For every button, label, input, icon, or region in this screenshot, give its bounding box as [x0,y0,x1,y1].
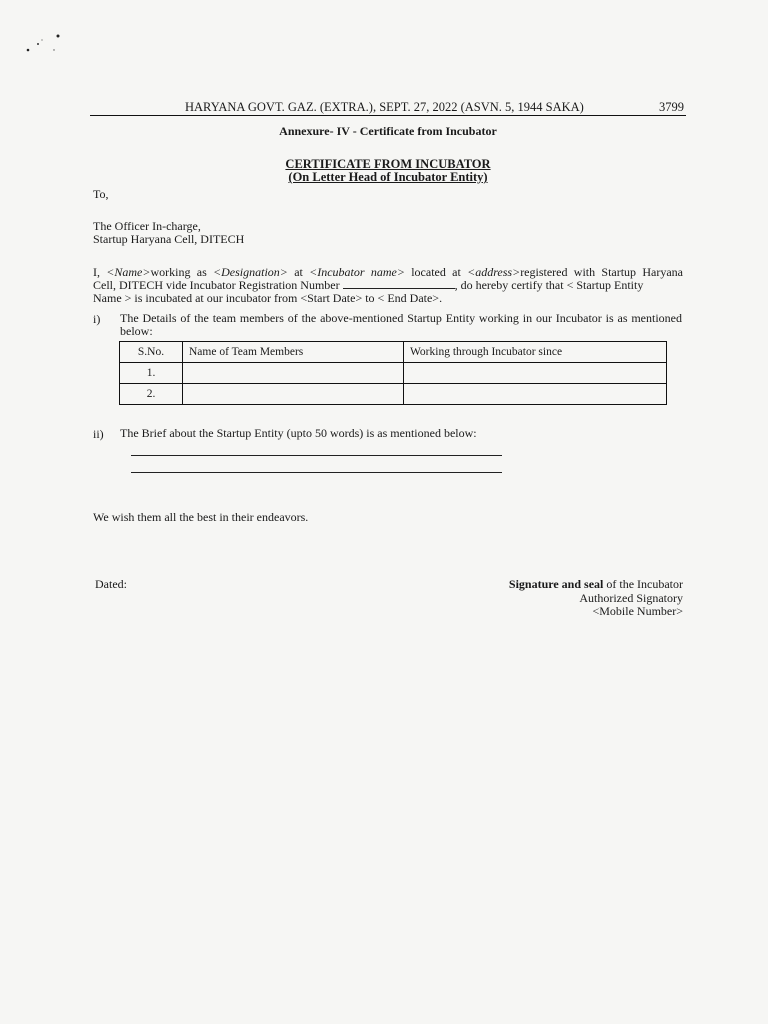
writing-line-1 [131,455,502,456]
addressee-line-1: The Officer In-charge, [93,219,201,233]
mobile-number-placeholder: <Mobile Number> [592,604,683,618]
item-i-number: i) [93,312,101,326]
incubator-name-placeholder: <Incubator name> [309,265,405,279]
text-segment: Cell, DITECH vide Incubator Registration Number [93,278,340,293]
header-rule [90,115,686,116]
header-since: Working through Incubator since [404,342,667,363]
certificate-title: CERTIFICATE FROM INCUBATOR [285,157,491,171]
dated-label: Dated: [95,577,127,591]
cell-since [404,384,667,405]
table-row [120,363,667,384]
text-segment: located at [404,265,468,279]
annexure-title: Annexure- IV - Certificate from Incubator [279,124,497,138]
table-row [120,384,667,405]
signature-rest: of the Incubator [603,577,683,591]
certification-paragraph [93,266,683,306]
header-sno: S.No. [120,342,183,363]
page-number: 3799 [659,100,684,114]
text-segment: working as [150,265,214,279]
signature-block [509,578,683,619]
writing-line-2 [131,472,502,473]
paragraph-line-3: Name > is incubated at our incubator from <Start Date> to < End Date>. [93,291,443,306]
cell-name [183,384,404,405]
name-placeholder: <Name> [106,265,151,279]
designation-placeholder: <Designation> [213,265,288,279]
gazette-title: HARYANA GOVT. GAZ. (EXTRA.), SEPT. 27, 2022 (ASVN. 5, 1944 SAKA) [185,100,584,114]
cell-since [404,363,667,384]
cell-name [183,363,404,384]
item-i-text: The Details of the team members of the above-mentioned Startup Entity working in our Incubator is as mentioned below: [120,311,682,338]
table-header-row [120,342,667,363]
item-ii-number: ii) [93,427,104,441]
to-label: To, [93,187,109,201]
authorized-signatory: Authorized Signatory [579,590,683,605]
cell-sno: 1. [120,363,183,384]
team-members-table [119,341,667,405]
signature-line-1 [509,578,683,592]
cell-sno: 2. [120,384,183,405]
header-name: Name of Team Members [183,342,404,363]
text-segment: at [287,265,310,279]
text-segment: registered with Startup Haryana [520,265,683,279]
addressee-block [93,220,244,246]
text-segment: , do hereby certify that < Startup Entity [454,278,644,293]
scan-specks [20,28,70,68]
closing-line: We wish them all the best in their endeavors. [93,510,309,524]
registration-number-blank [343,279,455,289]
address-placeholder: <address> [467,265,521,279]
certificate-subtitle: (On Letter Head of Incubator Entity) [288,170,488,184]
item-ii-text: The Brief about the Startup Entity (upto 50 words) is as mentioned below: [120,426,477,440]
certificate-heading [0,158,768,184]
text-segment: I, [93,265,107,279]
addressee-line-2: Startup Haryana Cell, DITECH [93,232,245,246]
signature-seal-label: Signature and seal [508,577,604,591]
